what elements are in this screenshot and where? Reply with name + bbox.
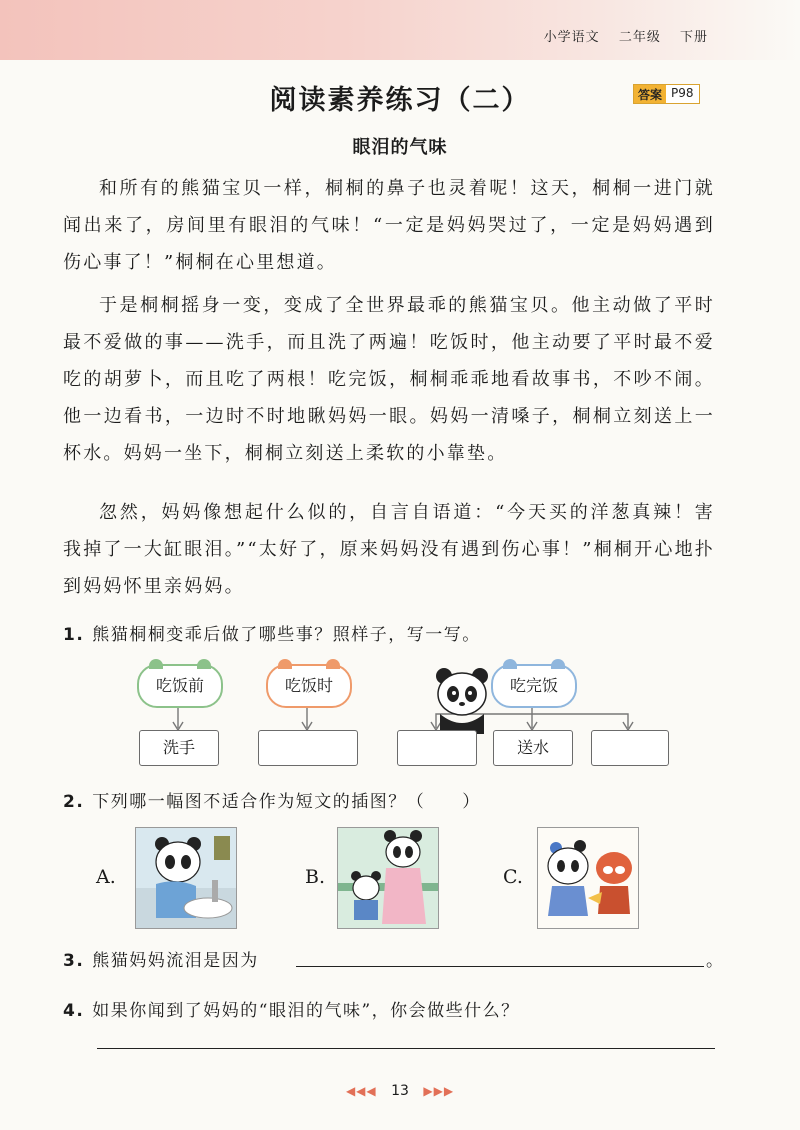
- story-paragraph-3: 忽然，妈妈像想起什么似的，自言自语道：“今天买的洋葱真辣！害我掉了一大缸眼泪。”“太好了，原来妈妈没有遇到伤心事！”桐桐开心地扑到妈妈怀里亲妈妈。: [63, 502, 715, 597]
- page-title: 阅读素养练习（二）: [269, 85, 531, 116]
- bubble-during-meal-label: 吃饭时: [284, 676, 333, 695]
- question-2-number: 2.: [63, 792, 85, 812]
- option-c-label: C.: [503, 866, 523, 888]
- bubble-after-meal-label: 吃完饭: [509, 676, 558, 695]
- header-grade: 二年级: [618, 30, 661, 45]
- page-number: 13: [391, 1083, 409, 1099]
- option-b-picture[interactable]: [337, 827, 439, 929]
- bubble-before-meal: [137, 664, 223, 708]
- bubble-ear: [503, 659, 517, 669]
- bubble-during-meal: [266, 664, 352, 708]
- question-3: [63, 946, 259, 971]
- panda-peek-icon: [432, 664, 494, 734]
- story-paragraph-2: 于是桐桐摇身一变，变成了全世界最乖的熊猫宝贝。他主动做了平时最不爱做的事——洗手，而且洗了两遍！吃饭时，他主动要了平时最不爱吃的胡萝卜，而且吃了两根！吃完饭，桐桐乖乖地看故事书，不吵不闹。他一边看书，一边时不时地瞅妈妈一眼。妈妈一清嗓子，桐桐立刻送上一杯水。妈妈一坐下，桐桐立刻送上柔软的小靠垫。: [63, 295, 715, 464]
- answer-tag[interactable]: [633, 84, 700, 104]
- header-subject: 小学语文: [543, 30, 600, 45]
- footer-right-arrows: ▶▶▶: [423, 1084, 455, 1098]
- question-4: [63, 996, 520, 1021]
- q1-connectors: [0, 650, 800, 790]
- panda-mother-cooking-icon: [338, 828, 438, 928]
- bubble-after-meal: [491, 664, 577, 708]
- bubble-before-meal-label: 吃饭前: [155, 676, 204, 695]
- header-volume: 下册: [679, 30, 708, 45]
- option-a-picture[interactable]: [135, 827, 237, 929]
- question-4-answer-line[interactable]: [97, 1048, 715, 1049]
- answer-box-1: 洗手: [139, 730, 219, 766]
- answer-box-3[interactable]: [397, 730, 477, 766]
- bubble-ear: [149, 659, 163, 669]
- header-info: [530, 26, 708, 45]
- bubble-ear: [326, 659, 340, 669]
- question-2-text: 下列哪一幅图不适合作为短文的插图？（ ）: [92, 792, 481, 812]
- question-2: [63, 787, 481, 812]
- answer-box-5[interactable]: [591, 730, 669, 766]
- page-footer: [0, 1083, 800, 1099]
- question-1: [63, 620, 481, 645]
- question-1-text: 熊猫桐桐变乖后做了哪些事？照样子，写一写。: [92, 625, 481, 645]
- footer-left-arrows: ◀◀◀: [345, 1084, 377, 1098]
- panda-and-red-panda-icon: [538, 828, 638, 928]
- bubble-ear: [197, 659, 211, 669]
- answer-box-4: 送水: [493, 730, 573, 766]
- question-1-number: 1.: [63, 625, 85, 645]
- answer-box-2[interactable]: [258, 730, 358, 766]
- option-a-label: A.: [96, 866, 116, 888]
- question-3-answer-line[interactable]: [296, 966, 704, 967]
- question-3-text: 熊猫妈妈流泪是因为: [92, 951, 259, 971]
- panda-washing-hands-icon: [136, 828, 236, 928]
- story-paragraph-1: 和所有的熊猫宝贝一样，桐桐的鼻子也灵着呢！这天，桐桐一进门就闻出来了，房间里有眼泪的气味！“一定是妈妈哭过了，一定是妈妈遇到伤心事了！”桐桐在心里想道。: [63, 178, 715, 273]
- option-c-picture[interactable]: [537, 827, 639, 929]
- option-b-label: B.: [305, 866, 326, 888]
- answer-page: P98: [666, 85, 699, 103]
- question-4-number: 4.: [63, 1001, 85, 1021]
- story-title: 眼泪的气味: [352, 137, 448, 158]
- answer-label: 答案: [634, 85, 666, 103]
- question-4-text: 如果你闻到了妈妈的“眼泪的气味”，你会做些什么？: [92, 1001, 520, 1021]
- question-3-number: 3.: [63, 951, 85, 971]
- question-3-end-mark: 。: [706, 951, 725, 971]
- bubble-ear: [551, 659, 565, 669]
- bubble-ear: [278, 659, 292, 669]
